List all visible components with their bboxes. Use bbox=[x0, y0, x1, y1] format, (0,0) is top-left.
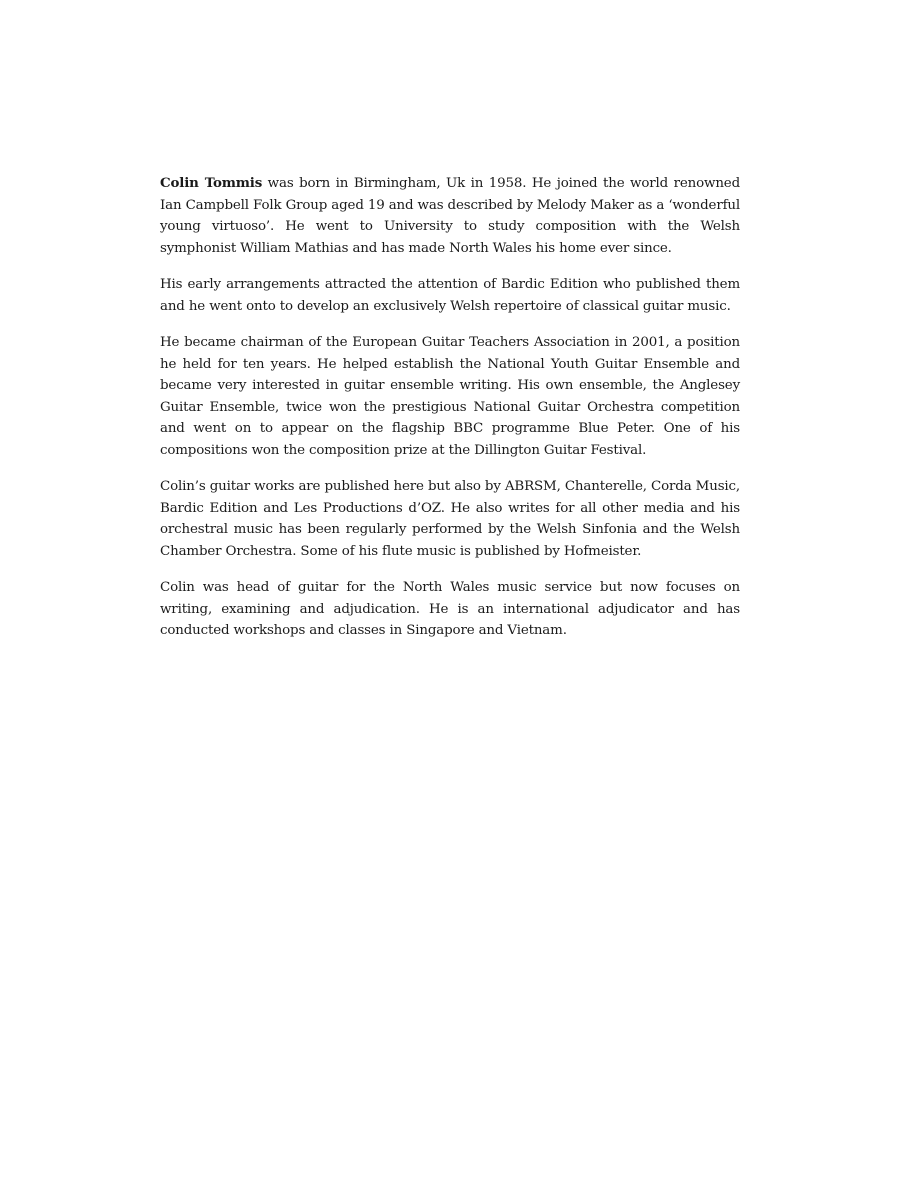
bio-paragraph-2: His early arrangements attracted the attention of Bardic Edition who published them and he went onto to develop an exclusively Welsh repertoire of classical guitar music. bbox=[160, 277, 740, 314]
bio-paragraph-1 bbox=[160, 173, 740, 259]
bio-paragraph-3: He became chairman of the European Guitar Teachers Association in 2001, a position he held for ten years. He helped establish the National Youth Guitar Ensemble and became very interested in guitar ensemble writing. His own ensemble, the Anglesey Guitar Ensemble, twice won the prestigious National Guitar Orchestra competition and went on to appear on the flagship BBC programme Blue Peter. One of his compositions won the composition prize at the Dillington Guitar Festival. bbox=[160, 335, 740, 458]
bio-paragraph-4: Colin’s guitar works are published here but also by ABRSM, Chanterelle, Corda Music, Bardic Edition and Les Productions d’OZ. He also writes for all other media and his orchestral music has been regularly performed by the Welsh Sinfonia and the Welsh Chamber Orchestra. Some of his flute music is published by Hofmeister. bbox=[160, 479, 740, 559]
bio-paragraph-1-text: was born in Birmingham, Uk in 1958. He joined the world renowned Ian Campbell Folk Group aged 19 and was described by Melody Maker as a ‘wonderful young virtuoso’. He went to University to study composition with the Welsh symphonist William Mathias and has made North Wales his home ever since. bbox=[160, 176, 740, 256]
composer-name: Colin Tommis bbox=[160, 175, 263, 191]
bio-paragraph-5: Colin was head of guitar for the North Wales music service but now focuses on writing, examining and adjudication. He is an international adjudicator and has conducted workshops and classes in Singapore and Vietnam. bbox=[160, 580, 740, 638]
biography-text bbox=[160, 173, 740, 657]
